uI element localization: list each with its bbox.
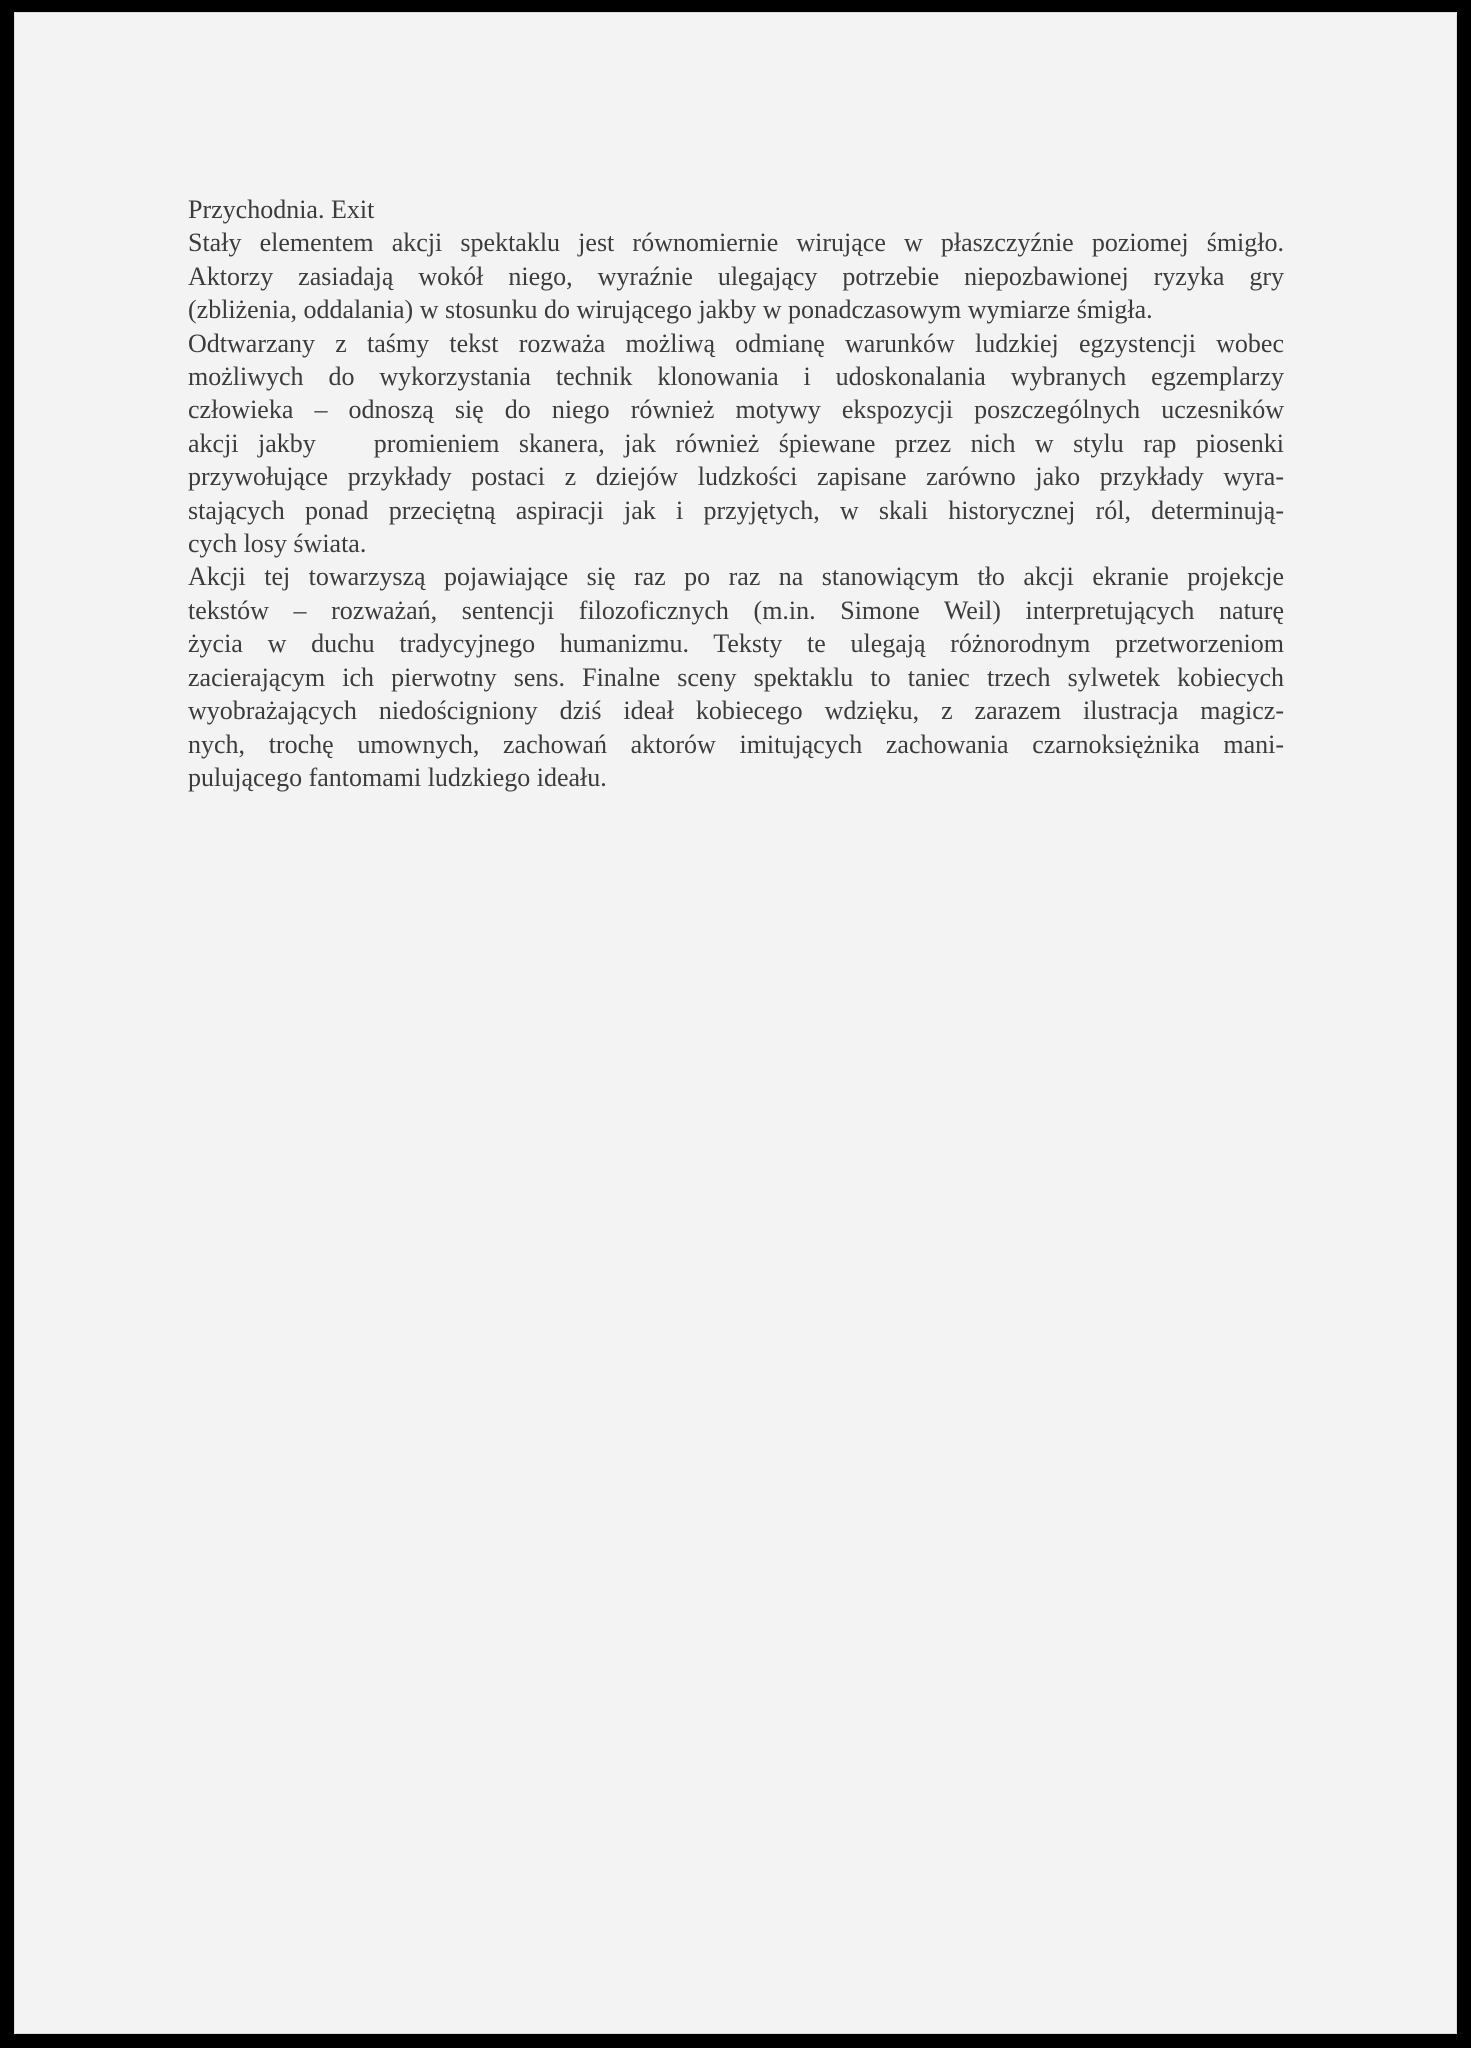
text-line: człowieka – odnoszą się do niego również motywy ekspozycji poszczególnych uczesników	[188, 395, 1284, 425]
document-title: Przychodnia. Exit	[188, 195, 375, 224]
text-line: tekstów – rozważań, sentencji filozoficznych (m.in. Simone Weil) interpretujących naturę	[188, 595, 1284, 625]
text-line: Odtwarzany z taśmy tekst rozważa możliwą odmianę warunków ludzkiej egzystencji wobec	[188, 328, 1284, 358]
text-line: możliwych do wykorzystania technik klonowania i udoskonalania wybranych egzemplarzy	[188, 362, 1284, 392]
gap-line-end: promieniem skanera, jak również śpiewane przez nich w stylu rap piosenki	[373, 428, 1284, 458]
paragraph-propeller	[188, 226, 1284, 326]
text-line: życia w duchu tradycyjnego humanizmu. Teksty te ulegają różnorodnym przetworzeniom	[188, 629, 1284, 659]
paragraph-projections	[188, 560, 1284, 794]
text-line: przywołujące przykłady postaci z dziejów ludzkości zapisane zarówno jako przykłady wyra-	[188, 462, 1284, 492]
document-page	[14, 12, 1457, 2034]
paragraph-tape-text	[188, 327, 1284, 561]
gap-line-start: akcji jakby	[188, 428, 316, 458]
text-line: nych, trochę umownych, zachowań aktorów imitujących zachowania czarnoksiężnika mani-	[188, 729, 1284, 759]
text-line: pulującego fantomami ludzkiego ideału.	[188, 762, 607, 792]
text-line: wyobrażających niedościgniony dziś ideał kobiecego wdzięku, z zarazem ilustracja magicz-	[188, 696, 1284, 726]
text-line: stających ponad przeciętną aspiracji jak i przyjętych, w skali historycznej ról, determinują-	[188, 495, 1284, 525]
text-line: Aktorzy zasiadają wokół niego, wyraźnie ulegający potrzebie niepozbawionej ryzyka gry	[188, 261, 1284, 291]
text-line: zacierającym ich pierwotny sens. Finalne sceny spektaklu to taniec trzech sylwetek kobiecych	[188, 662, 1284, 692]
text-line: Akcji tej towarzyszą pojawiające się raz po raz na stanowiącym tło akcji ekranie projekcje	[188, 562, 1284, 592]
text-line-with-gap	[188, 427, 1284, 460]
text-line: Stały elementem akcji spektaklu jest równomiernie wirujące w płaszczyźnie poziomej śmigło.	[188, 228, 1284, 258]
text-line: cych losy świata.	[188, 529, 367, 559]
text-line: (zbliżenia, oddalania) w stosunku do wirującego jakby w ponadczasowym wymiarze śmigła.	[188, 295, 1153, 325]
document-body	[188, 193, 1284, 794]
